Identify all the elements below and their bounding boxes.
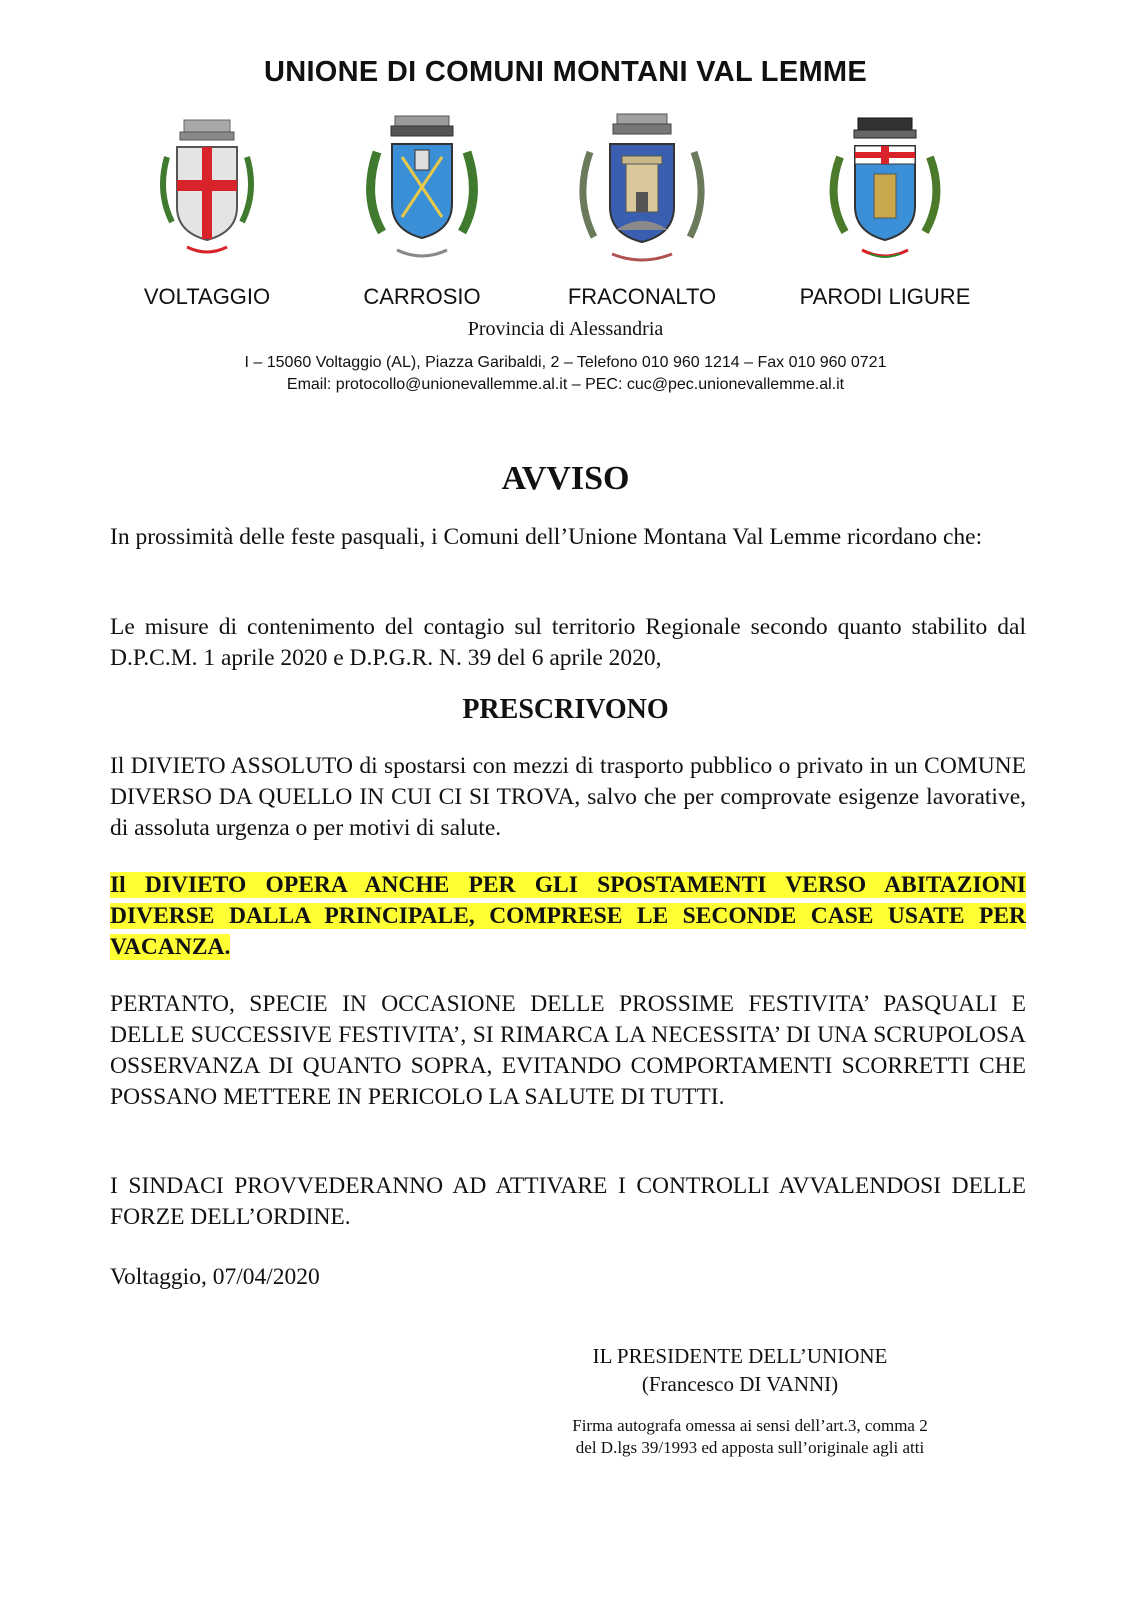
- signature-name: (Francesco DI VANNI): [641, 1372, 839, 1396]
- union-title: UNIONE DI COMUNI MONTANI VAL LEMME: [263, 56, 868, 88]
- notice-title: AVVISO: [501, 460, 630, 497]
- prescrivono-heading: PRESCRIVONO: [462, 694, 669, 725]
- crest-parodi-ligure: [770, 112, 1000, 310]
- provincia-label: Provincia di Alessandria: [467, 318, 664, 340]
- email-line: Email: protocollo@unionevallemme.al.it – PEC: cuc@pec.unionevallemme.al.it: [286, 376, 845, 393]
- signature-note-line1: Firma autografa omessa ai sensi dell’art.3, comma 2: [572, 1416, 928, 1435]
- signature-note: [520, 1415, 980, 1459]
- voltaggio-crest-icon: [142, 112, 272, 272]
- sindaci-paragraph: I SINDACI PROVVEDERANNO AD ATTIVARE I CONTROLLI AVVALENDOSI DELLE FORZE DELL’ORDINE.: [110, 1173, 1026, 1230]
- pertanto-paragraph: PERTANTO, SPECIE IN OCCASIONE DELLE PROSSIME FESTIVITA’ PASQUALI E DELLE SUCCESSIVE FESTIVITA’, SI RIMARCA LA NECESSITA’ DI UNA SCRUPOLOSA OSSERVANZA DI QUANTO SOPRA, EVITANDO COMPORTAMENTI SCORRETTI CHE POSSANO METTERE IN PERICOLO LA SALUTE DI TUTTI.: [110, 991, 1026, 1110]
- measures-paragraph: Le misure di contenimento del contagio sul territorio Regionale secondo quanto stabilito dal D.P.C.M. 1 aprile 2020 e D.P.G.R. N. 39 del 6 aprile 2020,: [110, 614, 1026, 671]
- signature-block: [560, 1342, 920, 1398]
- crest-fraconalto: [527, 112, 757, 310]
- comune-label-fraconalto: FRACONALTO: [567, 284, 717, 309]
- highlight-paragraph: [110, 870, 1026, 963]
- crests-row: [0, 112, 1131, 312]
- crest-voltaggio: [92, 112, 322, 310]
- highlighted-text: Il DIVIETO OPERA ANCHE PER GLI SPOSTAMENTI VERSO ABITAZIONI DIVERSE DALLA PRINCIPALE, COMPRESE LE SECONDE CASE USATE PER VACANZA.: [110, 872, 1026, 960]
- place-date: Voltaggio, 07/04/2020: [110, 1264, 320, 1290]
- crest-carrosio: [307, 112, 537, 310]
- divieto-paragraph: Il DIVIETO ASSOLUTO di spostarsi con mezzi di trasporto pubblico o privato in un COMUNE DIVERSO DA QUELLO IN CUI CI SI TROVA, salvo che per comprovate esigenze lavorative, di assoluta urgenza o per motivi di salute.: [110, 753, 1026, 841]
- comune-label-carrosio: CARROSIO: [363, 284, 481, 309]
- intro-paragraph: In prossimità delle feste pasquali, i Comuni dell’Unione Montana Val Lemme ricordano che:: [110, 524, 983, 550]
- fraconalto-crest-icon: [572, 112, 712, 272]
- carrosio-crest-icon: [357, 112, 487, 272]
- comune-label-voltaggio: VOLTAGGIO: [143, 284, 271, 309]
- signature-role: IL PRESIDENTE DELL’UNIONE: [592, 1344, 888, 1368]
- address-line: I – 15060 Voltaggio (AL), Piazza Garibaldi, 2 – Telefono 010 960 1214 – Fax 010 960 0721: [244, 354, 887, 371]
- parodi-ligure-crest-icon: [820, 112, 950, 272]
- comune-label-parodi-ligure: PARODI LIGURE: [799, 284, 971, 309]
- signature-note-line2: del D.lgs 39/1993 ed apposta sull’originale agli atti: [575, 1438, 925, 1457]
